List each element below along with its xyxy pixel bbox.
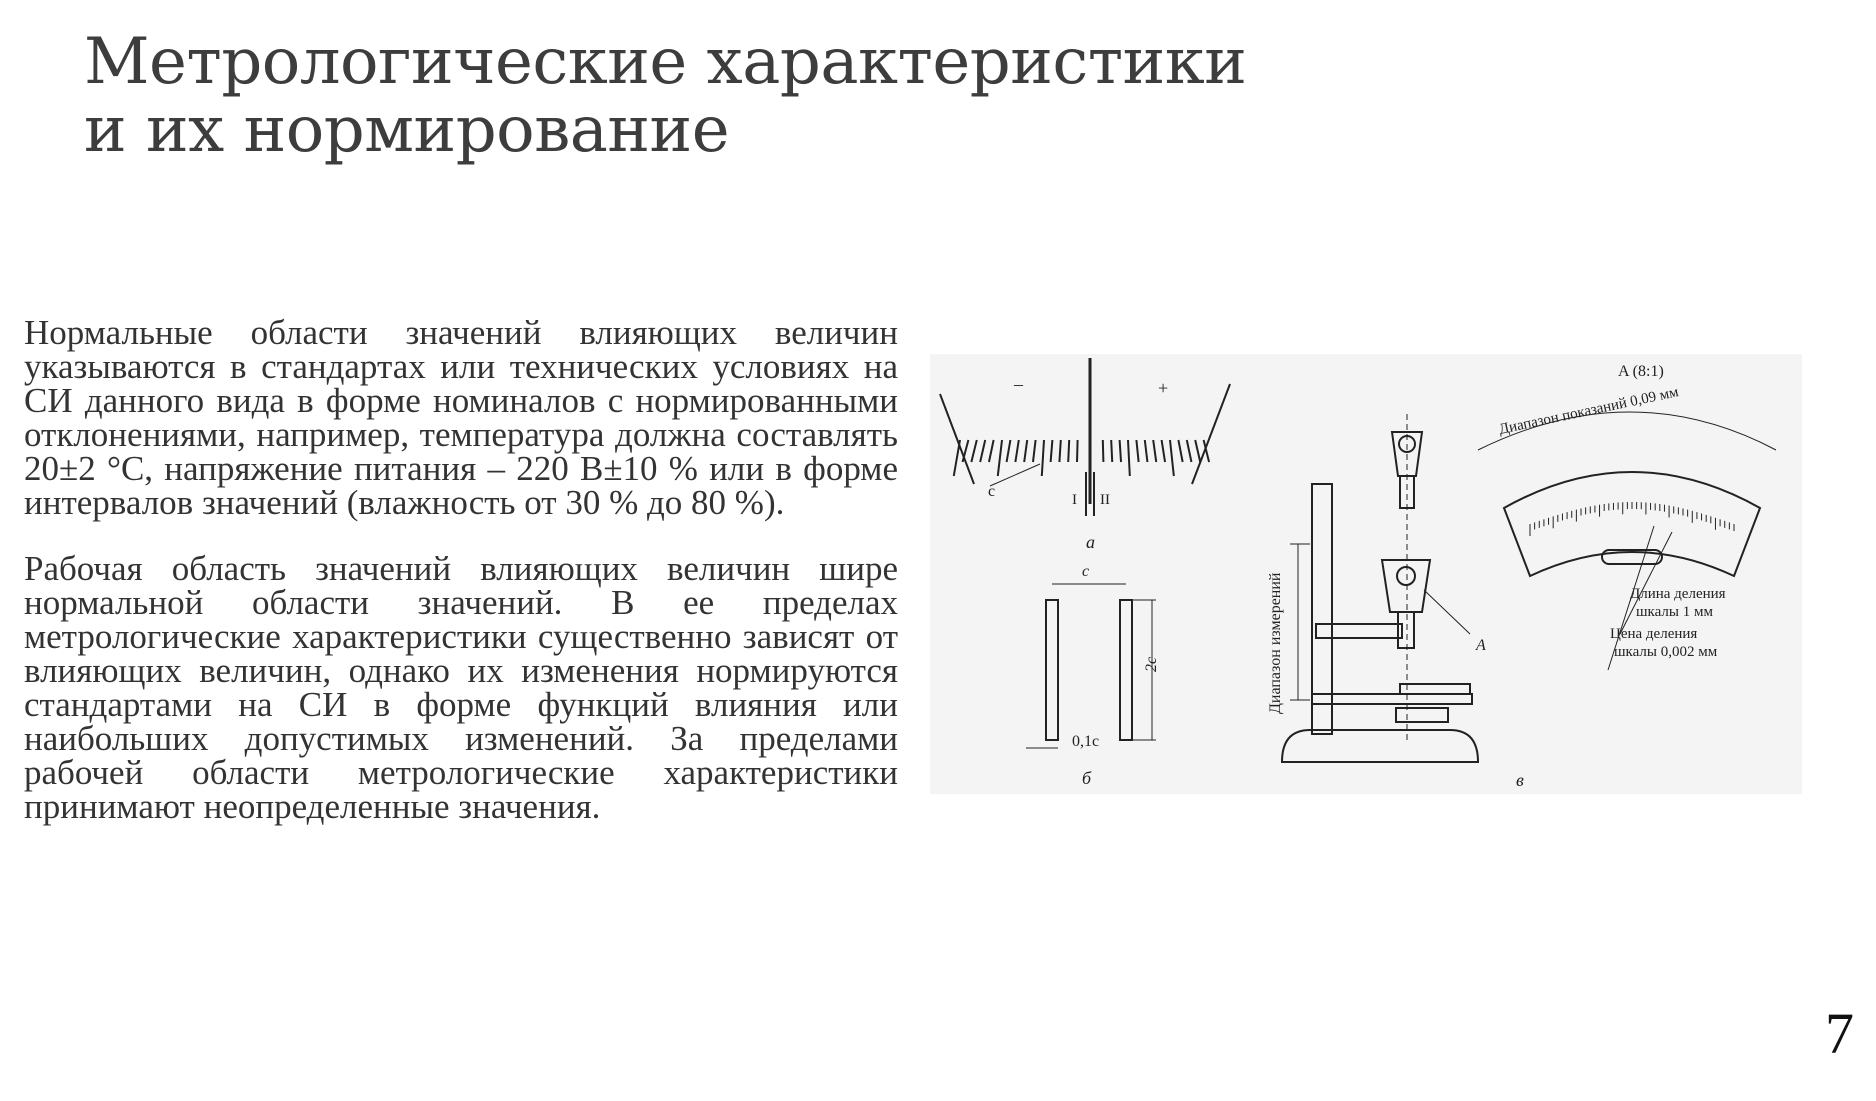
scale-tick xyxy=(1162,440,1165,462)
scale-tick xyxy=(1007,440,1011,462)
scale-tick xyxy=(998,440,1002,476)
scale-tick xyxy=(1187,440,1192,462)
slide-title xyxy=(84,25,1247,167)
label-2c: 2c xyxy=(1143,656,1160,672)
scale-tick xyxy=(971,440,976,462)
label-A: A xyxy=(1476,637,1486,654)
caption-b: б xyxy=(1082,768,1092,788)
caption-a: а xyxy=(1086,532,1095,552)
scale-tick xyxy=(1153,440,1156,462)
scale-tick xyxy=(1111,440,1112,462)
scale-tick xyxy=(1178,440,1182,462)
scale-tick xyxy=(1103,440,1104,462)
caption-v: в xyxy=(1516,770,1524,790)
scale-tick xyxy=(1145,440,1148,462)
scale-tick xyxy=(954,440,960,476)
scale-tick xyxy=(1033,440,1036,462)
scale-diagram-a xyxy=(940,358,1230,516)
scale-tick xyxy=(1051,440,1053,462)
scale-tick xyxy=(1068,440,1069,462)
scale-tick xyxy=(1042,440,1044,476)
label-minus: – xyxy=(1014,374,1023,394)
scale-tick xyxy=(1195,440,1200,462)
scale-tick xyxy=(1015,440,1018,462)
page-number: 7 xyxy=(1825,1001,1854,1066)
label-division-value-2: шкалы 0,002 мм xyxy=(1614,644,1718,660)
label-A-scale: A (8:1) xyxy=(1618,363,1664,380)
scale-tick xyxy=(1077,440,1078,462)
label-plus: + xyxy=(1158,378,1169,398)
title-line-2: и их нормирование xyxy=(84,93,730,167)
label-01c: 0,1c xyxy=(1072,733,1100,750)
bars-diagram-b xyxy=(1026,584,1156,748)
label-range-indication: Диапазон показаний 0,09 мм xyxy=(1497,384,1681,438)
label-division-value-1: Цена деления xyxy=(1610,626,1698,642)
label-range-measure: Диапазон измерений xyxy=(1267,572,1284,714)
scale-tick xyxy=(989,440,994,462)
label-c-scale: c xyxy=(988,483,996,500)
label-division-length-1: Длина деления xyxy=(1630,586,1726,602)
measurement-figure xyxy=(930,354,1802,794)
title-line-1: Метрологические характеристики xyxy=(84,25,1247,99)
scale-tick xyxy=(1024,440,1027,462)
scale-tick xyxy=(1136,440,1138,462)
scale-tick xyxy=(1170,440,1174,476)
scale-tick xyxy=(1059,440,1060,462)
paragraph-working-area: Рабочая область значений влияющих величин шире нормальной области значений. В ее пределах метрологические характеристики существенно зависят от влияющих величин, однако их изменения нормируются стандартами на СИ в форме функций влияния или наибольших допустимых изменений. За пределами рабочей области метрологические характеристики принимают неопределенные значения. xyxy=(24,549,898,826)
scale-tick xyxy=(1120,440,1121,462)
stand-diagram-v xyxy=(1282,414,1478,762)
body-text xyxy=(24,313,898,856)
label-pointer-II: II xyxy=(1100,492,1110,508)
figure-svg xyxy=(930,354,1802,794)
label-pointer-I: I xyxy=(1072,492,1077,508)
paragraph-normal-area: Нормальные области значений влияющих величин указываются в стандартах или технических условиях на СИ данного вида в форме номиналов с нормированными отклонениями, например, температура должна составлять 20±2 °С, напряжение питания – 220 В±10 % или в форме интервалов значений (влажность от 30 % до 80 %). xyxy=(24,313,898,522)
label-division-length-2: шкалы 1 мм xyxy=(1636,604,1713,620)
scale-tick xyxy=(1128,440,1130,476)
scale-tick xyxy=(980,440,985,462)
label-c-top: c xyxy=(1082,563,1090,580)
